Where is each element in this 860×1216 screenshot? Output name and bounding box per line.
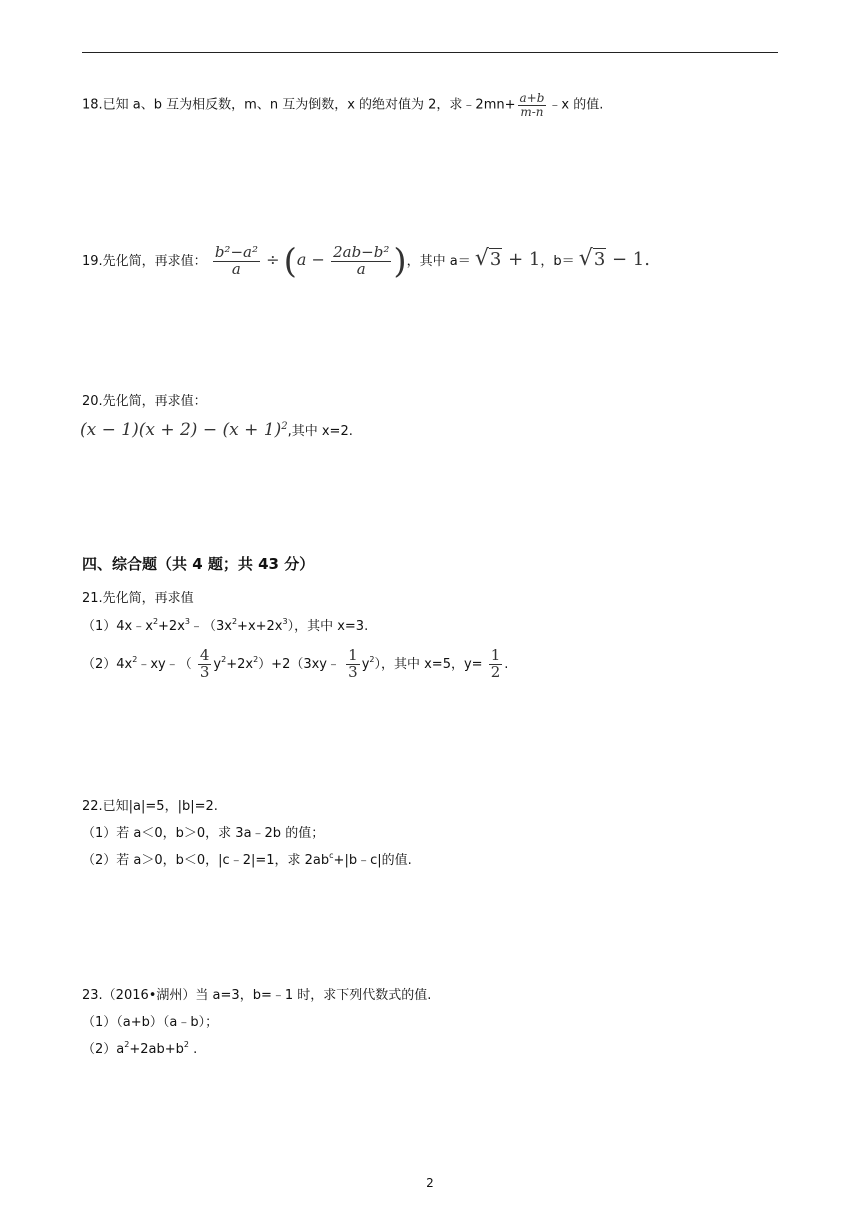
q21-p2-sup: 2 (253, 655, 259, 664)
q23-p2-text: . (188, 1042, 198, 1057)
q21-p1-text: （1）4x﹣x (82, 619, 153, 634)
fraction-numerator: 1 (490, 646, 501, 665)
q23-p2-sup: 2 (183, 1040, 189, 1049)
question-21-title: 21.先化简，再求值 (82, 591, 194, 606)
q19-b-label: ，b＝ (540, 254, 575, 269)
q19-text-prefix: 19.先化简，再求值： (82, 254, 207, 269)
q19-fraction-1-numerator: b²−a² (214, 243, 258, 262)
question-20-title: 20.先化简，再求值： (82, 394, 207, 409)
q20-exponent: 2 (281, 421, 288, 432)
q21-p1-text: +x+2x (237, 619, 283, 634)
q18-fraction-numerator: a+b (519, 91, 545, 105)
q21-fraction-1-2 (489, 648, 503, 681)
q22-p2-text: （2）若 a＞0，b＜0，|c﹣2|=1，求 2ab (82, 853, 330, 868)
sqrt-symbol-icon: √ (474, 246, 489, 271)
q19-fraction-1 (213, 245, 260, 278)
question-18 (82, 92, 603, 118)
sqrt-symbol-icon: √ (578, 246, 593, 271)
q19-fraction-2-numerator: 2ab−b² (333, 243, 390, 262)
q19-fraction-2-denominator: a (356, 260, 366, 278)
question-23-part-1: （1）（a+b）（a﹣b）； (82, 1015, 219, 1030)
q21-p1-sup: 3 (282, 617, 288, 626)
q21-p1-sup: 3 (184, 617, 190, 626)
q18-fraction (518, 92, 547, 118)
fraction-denominator: 3 (348, 663, 358, 681)
question-22-title: 22.已知|a|=5，|b|=2. (82, 799, 218, 814)
q19-sqrt-b (578, 246, 650, 271)
q21-fraction-4-3 (198, 648, 212, 681)
q21-p2-sup: 2 (369, 655, 375, 664)
q19-sqrt-a-radicand: 3 (489, 249, 502, 270)
q23-p2-text: +2ab+b (129, 1042, 184, 1057)
q19-sqrt-b-radicand: 3 (593, 249, 606, 270)
q21-fraction-1-3 (346, 648, 360, 681)
q18-fraction-denominator: m-n (520, 104, 544, 119)
section-4-heading: 四、综合题（共 4 题；共 43 分） (82, 555, 315, 573)
q19-sqrt-a (474, 246, 541, 271)
q21-p1-text: +2x (158, 619, 185, 634)
question-21-part-2 (82, 648, 508, 682)
q19-b-tail: − 1. (612, 249, 650, 270)
q23-p2-text: （2）a (82, 1042, 125, 1057)
q21-p2-sup: 2 (221, 655, 227, 664)
q19-paren-open: ( (283, 241, 297, 282)
q21-p2-text: +2x (226, 657, 254, 672)
q22-p2-sup: c (329, 851, 334, 860)
q19-text-mid: ，其中 a＝ (406, 254, 471, 269)
q19-inner-a: a − (296, 250, 325, 269)
q22-p2-text: +|b﹣c|的值. (333, 853, 412, 868)
question-22-part-2 (82, 851, 412, 871)
q19-paren-close: ) (393, 241, 407, 282)
q21-p2-text: ﹣xy﹣（ (137, 657, 192, 672)
q21-p2-text: ），其中 x=5，y= (374, 657, 483, 672)
fraction-denominator: 3 (199, 663, 210, 681)
q21-p2-text: （2）4x (82, 657, 133, 672)
q21-p2-sup: 2 (132, 655, 138, 664)
question-23-part-2 (82, 1040, 197, 1060)
q19-fraction-2 (331, 245, 391, 278)
q20-expression: (x − 1)(x + 2) − (x + 1) (80, 420, 282, 440)
q18-text-prefix: 18.已知 a、b 互为相反数，m、n 互为倒数，x 的绝对值为 2，求﹣2mn+ (82, 97, 516, 113)
q21-p2-text: y (361, 657, 370, 672)
page-number: 2 (426, 1176, 434, 1190)
header-rule (82, 52, 778, 53)
q21-p1-sup: 2 (152, 617, 159, 626)
q21-p1-sup: 2 (231, 617, 238, 626)
question-23-title: 23.（2016•湖州）当 a=3，b=﹣1 时，求下列代数式的值. (82, 988, 432, 1003)
q21-p2-text: y (213, 657, 222, 672)
question-21-part-1 (82, 617, 368, 637)
fraction-denominator: 2 (490, 663, 501, 681)
question-22-part-1: （1）若 a＜0，b＞0，求 3a﹣2b 的值； (82, 826, 325, 841)
q21-p2-text: ）+2（3xy﹣ (258, 657, 340, 672)
q21-p1-text: ），其中 x=3. (287, 619, 369, 634)
q19-a-tail: + 1 (508, 249, 541, 270)
q21-p2-text: . (504, 657, 509, 672)
q23-p2-sup: 2 (124, 1040, 130, 1049)
q18-text-suffix: ﹣x 的值. (548, 97, 604, 113)
q19-divide-sign: ÷ (266, 250, 280, 269)
q19-fraction-1-denominator: a (231, 260, 241, 278)
fraction-numerator: 4 (199, 646, 210, 665)
fraction-numerator: 1 (348, 646, 358, 665)
question-19 (82, 241, 650, 282)
q21-p1-text: ﹣（3x (189, 619, 232, 634)
question-20-expression (80, 420, 353, 442)
q20-suffix: ,其中 x=2. (287, 424, 353, 439)
